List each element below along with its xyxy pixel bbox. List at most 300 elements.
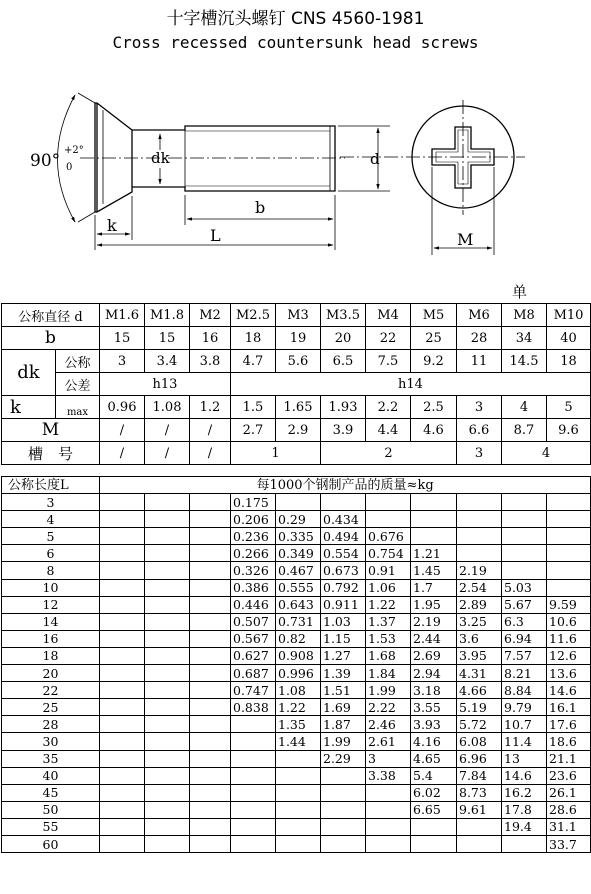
mass-cell: 2.89 bbox=[457, 596, 502, 613]
mass-cell: 19.4 bbox=[502, 818, 547, 835]
M-cell: 6.6 bbox=[457, 419, 502, 442]
b-cell: 28 bbox=[457, 327, 502, 350]
mass-cell bbox=[190, 733, 231, 750]
b-row-label: b bbox=[2, 327, 100, 350]
mass-cell: 4.31 bbox=[457, 665, 502, 682]
mass-cell bbox=[276, 767, 321, 784]
dk-tol-label: 公差 bbox=[56, 373, 100, 396]
screw-head bbox=[95, 103, 132, 212]
k-cell: 2.5 bbox=[411, 396, 457, 419]
mass-cell: 2.22 bbox=[366, 699, 411, 716]
table-row bbox=[2, 596, 591, 613]
k-cell: 2.2 bbox=[366, 396, 411, 419]
size-cell: M2 bbox=[190, 304, 231, 327]
mass-cell: 0.175 bbox=[231, 494, 276, 511]
mass-cell: 23.6 bbox=[547, 767, 591, 784]
mass-cell bbox=[100, 733, 145, 750]
mass-cell: 1.7 bbox=[411, 579, 457, 596]
mass-cell: 0.494 bbox=[321, 528, 366, 545]
length-cell: 20 bbox=[2, 665, 100, 682]
k-row-label bbox=[2, 396, 56, 419]
mass-cell bbox=[145, 613, 190, 630]
mass-cell bbox=[190, 647, 231, 664]
M-cell: 9.6 bbox=[547, 419, 591, 442]
mass-cell bbox=[366, 784, 411, 801]
mass-cell: 1.84 bbox=[366, 665, 411, 682]
mass-cell: 7.57 bbox=[502, 647, 547, 664]
mass-cell bbox=[100, 528, 145, 545]
spec-row-slot bbox=[2, 442, 591, 465]
spec-row-k bbox=[2, 396, 591, 419]
mass-cell bbox=[100, 630, 145, 647]
mass-cell: 6.02 bbox=[411, 784, 457, 801]
mass-cell: 0.627 bbox=[231, 647, 276, 664]
length-cell: 16 bbox=[2, 630, 100, 647]
mass-cell bbox=[190, 630, 231, 647]
M-label: M bbox=[457, 230, 474, 249]
mass-cell bbox=[231, 818, 276, 835]
length-cell: 4 bbox=[2, 511, 100, 528]
table-row bbox=[2, 818, 591, 835]
mass-cell: 0.91 bbox=[366, 562, 411, 579]
mass-cell: 0.567 bbox=[231, 630, 276, 647]
dk-cell: 18 bbox=[547, 350, 591, 373]
mass-cell bbox=[276, 835, 321, 852]
mass-cell bbox=[366, 835, 411, 852]
k-cell: 1.2 bbox=[190, 396, 231, 419]
slot-cell: / bbox=[100, 442, 145, 465]
mass-cell: 6.94 bbox=[502, 630, 547, 647]
mass-cell: 1.15 bbox=[321, 630, 366, 647]
mass-cell: 0.467 bbox=[276, 562, 321, 579]
unit-label: 单 bbox=[512, 283, 528, 301]
mass-cell: 0.908 bbox=[276, 647, 321, 664]
mass-cell: 2.19 bbox=[457, 562, 502, 579]
b-cell: 40 bbox=[547, 327, 591, 350]
mass-cell: 0.754 bbox=[366, 545, 411, 562]
length-cell: 18 bbox=[2, 647, 100, 664]
mass-cell bbox=[276, 784, 321, 801]
mass-cell bbox=[366, 494, 411, 511]
mass-cell: 3.55 bbox=[411, 699, 457, 716]
mass-cell bbox=[100, 596, 145, 613]
mass-cell bbox=[100, 613, 145, 630]
mass-cell bbox=[145, 716, 190, 733]
mass-cell: 3.6 bbox=[457, 630, 502, 647]
mass-cell: 2.69 bbox=[411, 647, 457, 664]
mass-cell bbox=[502, 511, 547, 528]
dk-tol-h14: h14 bbox=[231, 373, 591, 396]
spec-row-dk-tol bbox=[2, 373, 591, 396]
mass-cell bbox=[100, 835, 145, 852]
dk-cell: 14.5 bbox=[502, 350, 547, 373]
mass-cell: 2.44 bbox=[411, 630, 457, 647]
mass-cell bbox=[366, 511, 411, 528]
mass-cell: 10.6 bbox=[547, 613, 591, 630]
mass-cell bbox=[100, 647, 145, 664]
mass-cell bbox=[145, 682, 190, 699]
slot-cell: 1 bbox=[231, 442, 321, 465]
mass-cell: 14.6 bbox=[547, 682, 591, 699]
mass-cell: 6.96 bbox=[457, 750, 502, 767]
mass-cell: 1.06 bbox=[366, 579, 411, 596]
mass-cell bbox=[100, 750, 145, 767]
table-row bbox=[2, 579, 591, 596]
mass-cell: 9.59 bbox=[547, 596, 591, 613]
mass-cell bbox=[145, 511, 190, 528]
title-english: Cross recessed countersunk head screws bbox=[112, 33, 479, 52]
table-row bbox=[2, 494, 591, 511]
mass-cell: 1.95 bbox=[411, 596, 457, 613]
mass-cell: 2.61 bbox=[366, 733, 411, 750]
mass-cell bbox=[145, 767, 190, 784]
mass-cell: 0.446 bbox=[231, 596, 276, 613]
mass-cell bbox=[190, 801, 231, 818]
M-cell: 4.4 bbox=[366, 419, 411, 442]
mass-cell bbox=[145, 630, 190, 647]
mass-cell: 1.39 bbox=[321, 665, 366, 682]
mass-table bbox=[1, 476, 591, 853]
mass-cell bbox=[100, 801, 145, 818]
mass-cell: 26.1 bbox=[547, 784, 591, 801]
length-cell: 8 bbox=[2, 562, 100, 579]
mass-cell bbox=[502, 494, 547, 511]
mass-cell bbox=[411, 528, 457, 545]
mass-cell bbox=[190, 665, 231, 682]
mass-cell bbox=[321, 784, 366, 801]
mass-cell bbox=[145, 784, 190, 801]
length-cell: 25 bbox=[2, 699, 100, 716]
table-row bbox=[2, 767, 591, 784]
mass-cell bbox=[145, 579, 190, 596]
mass-cell bbox=[145, 733, 190, 750]
b-cell: 18 bbox=[231, 327, 276, 350]
size-cell: M1.6 bbox=[100, 304, 145, 327]
dk-cell: 4.7 bbox=[231, 350, 276, 373]
mass-cell bbox=[145, 562, 190, 579]
mass-cell: 8.84 bbox=[502, 682, 547, 699]
table-row bbox=[2, 784, 591, 801]
mass-cell: 8.21 bbox=[502, 665, 547, 682]
table-row bbox=[2, 682, 591, 699]
k-sub-label bbox=[56, 396, 100, 419]
mass-cell bbox=[366, 801, 411, 818]
table-row bbox=[2, 528, 591, 545]
mass-cell: 1.87 bbox=[321, 716, 366, 733]
angle-label: 90° bbox=[30, 151, 61, 171]
mass-cell bbox=[100, 699, 145, 716]
mass-cell: 0.206 bbox=[231, 511, 276, 528]
mass-cell: 6.65 bbox=[411, 801, 457, 818]
mass-cell: 12.6 bbox=[547, 647, 591, 664]
mass-cell bbox=[100, 579, 145, 596]
mass-cell bbox=[100, 562, 145, 579]
mass-cell: 33.7 bbox=[547, 835, 591, 852]
length-cell: 45 bbox=[2, 784, 100, 801]
mass-cell bbox=[547, 545, 591, 562]
k-cell: 1.65 bbox=[276, 396, 321, 419]
length-cell: 22 bbox=[2, 682, 100, 699]
mass-cell bbox=[145, 494, 190, 511]
mass-cell: 1.53 bbox=[366, 630, 411, 647]
mass-header: 每1000个钢制产品的质量≈kg bbox=[100, 477, 591, 494]
mass-cell: 9.79 bbox=[502, 699, 547, 716]
dk-cell: 7.5 bbox=[366, 350, 411, 373]
mass-cell bbox=[190, 545, 231, 562]
length-header: 公称长度L bbox=[2, 477, 100, 494]
table-row bbox=[2, 613, 591, 630]
slot-cell: / bbox=[190, 442, 231, 465]
mass-cell: 3.38 bbox=[366, 767, 411, 784]
mass-cell bbox=[321, 818, 366, 835]
table-row bbox=[2, 511, 591, 528]
mass-cell bbox=[190, 784, 231, 801]
mass-cell: 5.4 bbox=[411, 767, 457, 784]
mass-cell: 0.996 bbox=[276, 665, 321, 682]
length-cell: 5 bbox=[2, 528, 100, 545]
M-row-label: M bbox=[2, 419, 100, 442]
mass-cell bbox=[502, 835, 547, 852]
length-cell: 10 bbox=[2, 579, 100, 596]
mass-cell: 1.03 bbox=[321, 613, 366, 630]
length-cell: 50 bbox=[2, 801, 100, 818]
mass-header-row bbox=[2, 477, 591, 494]
mass-cell: 28.6 bbox=[547, 801, 591, 818]
mass-cell bbox=[145, 835, 190, 852]
mass-cell bbox=[231, 835, 276, 852]
mass-cell: 1.22 bbox=[276, 699, 321, 716]
k-label: k bbox=[107, 216, 117, 235]
b-label: b bbox=[255, 198, 266, 217]
table-row bbox=[2, 716, 591, 733]
mass-cell: 31.1 bbox=[547, 818, 591, 835]
table-row bbox=[2, 733, 591, 750]
length-cell: 35 bbox=[2, 750, 100, 767]
mass-cell: 0.747 bbox=[231, 682, 276, 699]
b-cell: 20 bbox=[321, 327, 366, 350]
mass-cell bbox=[276, 750, 321, 767]
mass-cell bbox=[145, 818, 190, 835]
size-cell: M2.5 bbox=[231, 304, 276, 327]
size-cell: M3 bbox=[276, 304, 321, 327]
mass-cell bbox=[231, 733, 276, 750]
mass-cell: 11.4 bbox=[502, 733, 547, 750]
mass-cell bbox=[411, 511, 457, 528]
mass-cell: 1.68 bbox=[366, 647, 411, 664]
b-cell: 22 bbox=[366, 327, 411, 350]
mass-cell bbox=[100, 511, 145, 528]
mass-cell: 4.65 bbox=[411, 750, 457, 767]
mass-cell bbox=[547, 528, 591, 545]
mass-cell: 13 bbox=[502, 750, 547, 767]
mass-cell bbox=[190, 716, 231, 733]
size-cell: M3.5 bbox=[321, 304, 366, 327]
k-cell: 0.96 bbox=[100, 396, 145, 419]
mass-cell bbox=[276, 818, 321, 835]
mass-cell bbox=[100, 494, 145, 511]
mass-cell: 0.29 bbox=[276, 511, 321, 528]
mass-cell bbox=[321, 835, 366, 852]
mass-cell: 3.25 bbox=[457, 613, 502, 630]
mass-cell: 10.7 bbox=[502, 716, 547, 733]
slot-cell: 4 bbox=[502, 442, 591, 465]
mass-cell: 0.236 bbox=[231, 528, 276, 545]
k-cell: 5 bbox=[547, 396, 591, 419]
length-cell: 28 bbox=[2, 716, 100, 733]
dk-cell: 5.6 bbox=[276, 350, 321, 373]
length-cell: 55 bbox=[2, 818, 100, 835]
mass-cell bbox=[190, 528, 231, 545]
mass-cell bbox=[231, 716, 276, 733]
mass-cell bbox=[145, 596, 190, 613]
size-cell: M8 bbox=[502, 304, 547, 327]
mass-cell: 5.67 bbox=[502, 596, 547, 613]
mass-cell: 1.22 bbox=[366, 596, 411, 613]
mass-cell bbox=[145, 750, 190, 767]
title-chinese: 十字槽沉头螺钉 CNS 4560-1981 bbox=[166, 9, 425, 29]
M-cell: 3.9 bbox=[321, 419, 366, 442]
dk-cell: 11 bbox=[457, 350, 502, 373]
mass-cell bbox=[190, 613, 231, 630]
mass-cell bbox=[145, 545, 190, 562]
mass-cell bbox=[145, 699, 190, 716]
slot-cell: 3 bbox=[457, 442, 502, 465]
length-cell: 3 bbox=[2, 494, 100, 511]
mass-cell bbox=[231, 784, 276, 801]
mass-cell bbox=[547, 511, 591, 528]
spec-table bbox=[1, 303, 591, 465]
b-cell: 15 bbox=[145, 327, 190, 350]
mass-cell: 6.08 bbox=[457, 733, 502, 750]
L-label: L bbox=[210, 226, 221, 245]
mass-cell bbox=[502, 545, 547, 562]
mass-cell bbox=[411, 494, 457, 511]
mass-cell bbox=[502, 562, 547, 579]
length-cell: 6 bbox=[2, 545, 100, 562]
mass-cell: 11.6 bbox=[547, 630, 591, 647]
table-row bbox=[2, 647, 591, 664]
b-cell: 19 bbox=[276, 327, 321, 350]
M-cell: 2.9 bbox=[276, 419, 321, 442]
b-cell: 34 bbox=[502, 327, 547, 350]
mass-cell: 8.73 bbox=[457, 784, 502, 801]
slot-cell: 2 bbox=[321, 442, 457, 465]
mass-cell: 4.16 bbox=[411, 733, 457, 750]
mass-cell: 0.326 bbox=[231, 562, 276, 579]
mass-cell: 5.03 bbox=[502, 579, 547, 596]
mass-cell bbox=[457, 545, 502, 562]
mass-cell: 3.18 bbox=[411, 682, 457, 699]
M-cell: / bbox=[100, 419, 145, 442]
mass-cell bbox=[190, 579, 231, 596]
mass-cell: 0.676 bbox=[366, 528, 411, 545]
mass-cell: 3 bbox=[366, 750, 411, 767]
mass-cell bbox=[231, 750, 276, 767]
angle-upper-tol: +2° bbox=[64, 145, 84, 156]
mass-cell bbox=[190, 835, 231, 852]
dk-cell: 6.5 bbox=[321, 350, 366, 373]
mass-cell: 17.6 bbox=[547, 716, 591, 733]
mass-cell bbox=[276, 494, 321, 511]
length-cell: 60 bbox=[2, 835, 100, 852]
k-cell: 3 bbox=[457, 396, 502, 419]
mass-cell bbox=[190, 562, 231, 579]
mass-cell bbox=[457, 835, 502, 852]
mass-cell: 0.838 bbox=[231, 699, 276, 716]
table-row bbox=[2, 545, 591, 562]
mass-cell: 16.1 bbox=[547, 699, 591, 716]
M-cell: 2.7 bbox=[231, 419, 276, 442]
mass-cell bbox=[411, 835, 457, 852]
mass-cell bbox=[547, 562, 591, 579]
mass-cell: 3.95 bbox=[457, 647, 502, 664]
length-cell: 12 bbox=[2, 596, 100, 613]
mass-cell: 0.335 bbox=[276, 528, 321, 545]
size-cell: M1.8 bbox=[145, 304, 190, 327]
mass-cell bbox=[190, 682, 231, 699]
mass-cell: 5.19 bbox=[457, 699, 502, 716]
k-symbol: k bbox=[10, 396, 21, 418]
mass-cell: 1.08 bbox=[276, 682, 321, 699]
dk-label: dk bbox=[151, 149, 170, 167]
mass-cell: 5.72 bbox=[457, 716, 502, 733]
k-cell: 1.5 bbox=[231, 396, 276, 419]
mass-cell bbox=[502, 528, 547, 545]
slot-cell: / bbox=[145, 442, 190, 465]
mass-cell: 1.21 bbox=[411, 545, 457, 562]
mass-cell bbox=[321, 494, 366, 511]
mass-cell bbox=[190, 494, 231, 511]
mass-cell: 0.349 bbox=[276, 545, 321, 562]
dk-nominal-label: 公称 bbox=[56, 350, 100, 373]
spec-row-M bbox=[2, 419, 591, 442]
mass-cell: 2.54 bbox=[457, 579, 502, 596]
mass-cell bbox=[100, 767, 145, 784]
mass-cell bbox=[457, 511, 502, 528]
mass-cell bbox=[190, 699, 231, 716]
mass-cell: 0.554 bbox=[321, 545, 366, 562]
mass-cell: 1.51 bbox=[321, 682, 366, 699]
mass-cell bbox=[231, 767, 276, 784]
mass-cell bbox=[457, 494, 502, 511]
mass-cell bbox=[145, 801, 190, 818]
mass-cell: 0.555 bbox=[276, 579, 321, 596]
mass-cell bbox=[100, 665, 145, 682]
mass-cell bbox=[190, 750, 231, 767]
mass-cell: 1.45 bbox=[411, 562, 457, 579]
M-cell: 4.6 bbox=[411, 419, 457, 442]
mass-cell bbox=[190, 511, 231, 528]
mass-cell: 0.82 bbox=[276, 630, 321, 647]
mass-cell: 6.3 bbox=[502, 613, 547, 630]
size-cell: M5 bbox=[411, 304, 457, 327]
mass-cell: 0.792 bbox=[321, 579, 366, 596]
mass-cell: 1.37 bbox=[366, 613, 411, 630]
mass-cell: 2.94 bbox=[411, 665, 457, 682]
mass-cell bbox=[190, 818, 231, 835]
mass-cell bbox=[190, 596, 231, 613]
mass-cell bbox=[366, 818, 411, 835]
mass-cell: 2.19 bbox=[411, 613, 457, 630]
table-row bbox=[2, 699, 591, 716]
dk-cell: 9.2 bbox=[411, 350, 457, 373]
mass-cell: 1.69 bbox=[321, 699, 366, 716]
b-cell: 16 bbox=[190, 327, 231, 350]
mass-cell bbox=[145, 665, 190, 682]
mass-cell: 0.643 bbox=[276, 596, 321, 613]
mass-cell: 0.673 bbox=[321, 562, 366, 579]
mass-cell: 0.911 bbox=[321, 596, 366, 613]
